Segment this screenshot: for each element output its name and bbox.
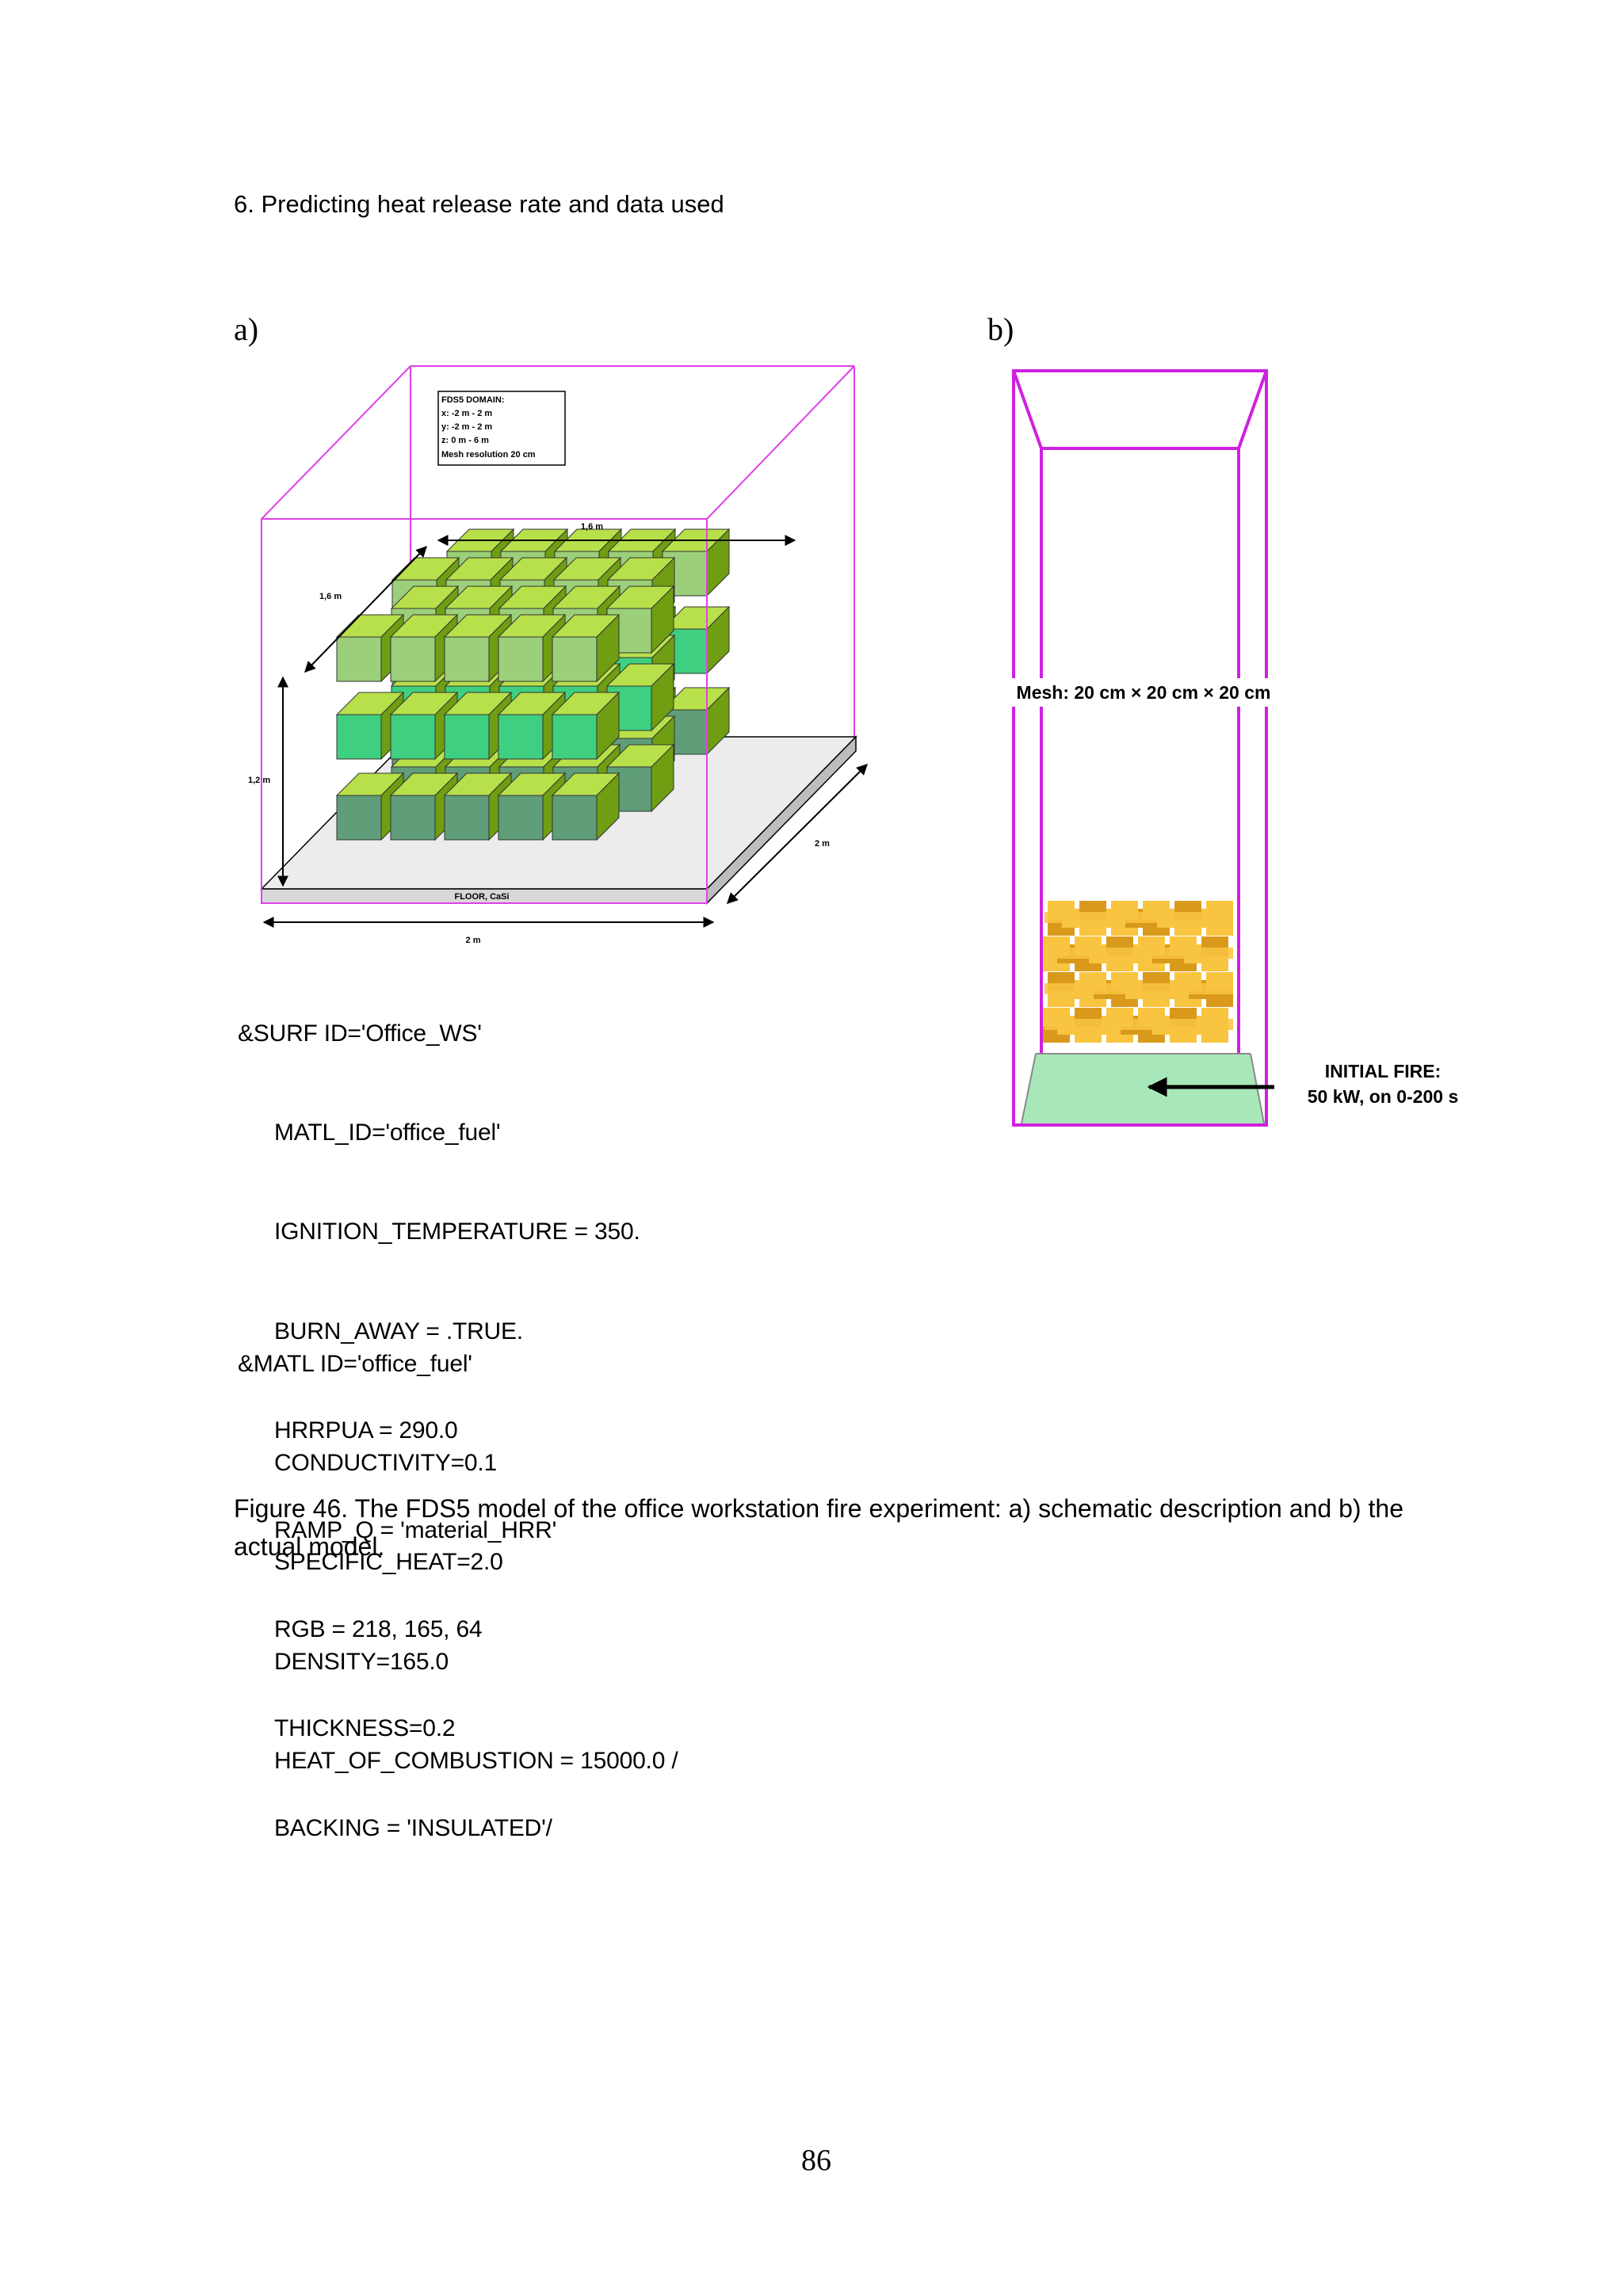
matl-line: &MATL ID='office_fuel' [238,1350,472,1377]
domain-line-1: FDS5 DOMAIN: [441,395,505,405]
dim-floor-width-label: 2 m [465,936,481,945]
domain-line-4: z: 0 m - 6 m [441,436,489,445]
domain-info-box [438,391,565,465]
matl-line: CONDUCTIVITY=0.1 [274,1449,498,1476]
dim-height-label: 1,2 m [248,776,271,785]
figure-b-model [995,360,1470,1133]
domain-line-5: Mesh resolution 20 cm [441,450,536,460]
surf-line: THICKNESS=0.2 [274,1715,456,1742]
initial-fire-label-1: INITIAL FIRE: [1324,1061,1442,1081]
floor-label: FLOOR, CaSi [454,892,510,902]
fuel-layer [1044,1019,1233,1030]
dim-floor-depth-label: 2 m [815,839,830,849]
matl-line: SPECIFIC_HEAT=2.0 [274,1549,503,1576]
surf-line: RAMP_Q = 'material_HRR' [274,1516,557,1543]
dim-depth-label: 1,6 m [319,592,342,601]
initial-fire-label-2: 50 kW, on 0-200 s [1307,1086,1459,1107]
matl-line: DENSITY=165.0 [274,1648,449,1675]
panel-a-label: a) [234,311,259,347]
section-heading: 6. Predicting heat release rate and data used [234,190,724,218]
page-number: 86 [801,2144,831,2177]
surf-line: IGNITION_TEMPERATURE = 350. [274,1219,640,1245]
mesh-label: Mesh: 20 cm × 20 cm × 20 cm [1016,682,1271,703]
fuel-blocks [1043,901,1233,1043]
fuel-layer [1044,948,1233,959]
domain-line-2: x: -2 m - 2 m [441,409,493,418]
surf-line: BURN_AWAY = .TRUE. [274,1318,523,1344]
figure-a-schematic [234,357,892,959]
domain-line-3: y: -2 m - 2 m [441,422,493,432]
surf-line: &SURF ID='Office_WS' [238,1020,482,1047]
surf-line: HRRPUA = 290.0 [274,1417,458,1444]
dim-top-label: 1,6 m [580,522,604,532]
panel-b-label: b) [987,311,1014,347]
surf-line: MATL_ID='office_fuel' [274,1119,501,1146]
surf-line: BACKING = 'INSULATED'/ [274,1814,552,1841]
fuel-layer [1044,912,1233,923]
fuel-layer [1044,983,1233,994]
figure-caption: Figure 46. The FDS5 model of the office workstation fire experiment: a) schematic description and b) the actual model. [234,1494,1403,1561]
matl-line: HEAT_OF_COMBUSTION = 15000.0 / [274,1748,678,1775]
surf-line: RGB = 218, 165, 64 [274,1615,483,1642]
